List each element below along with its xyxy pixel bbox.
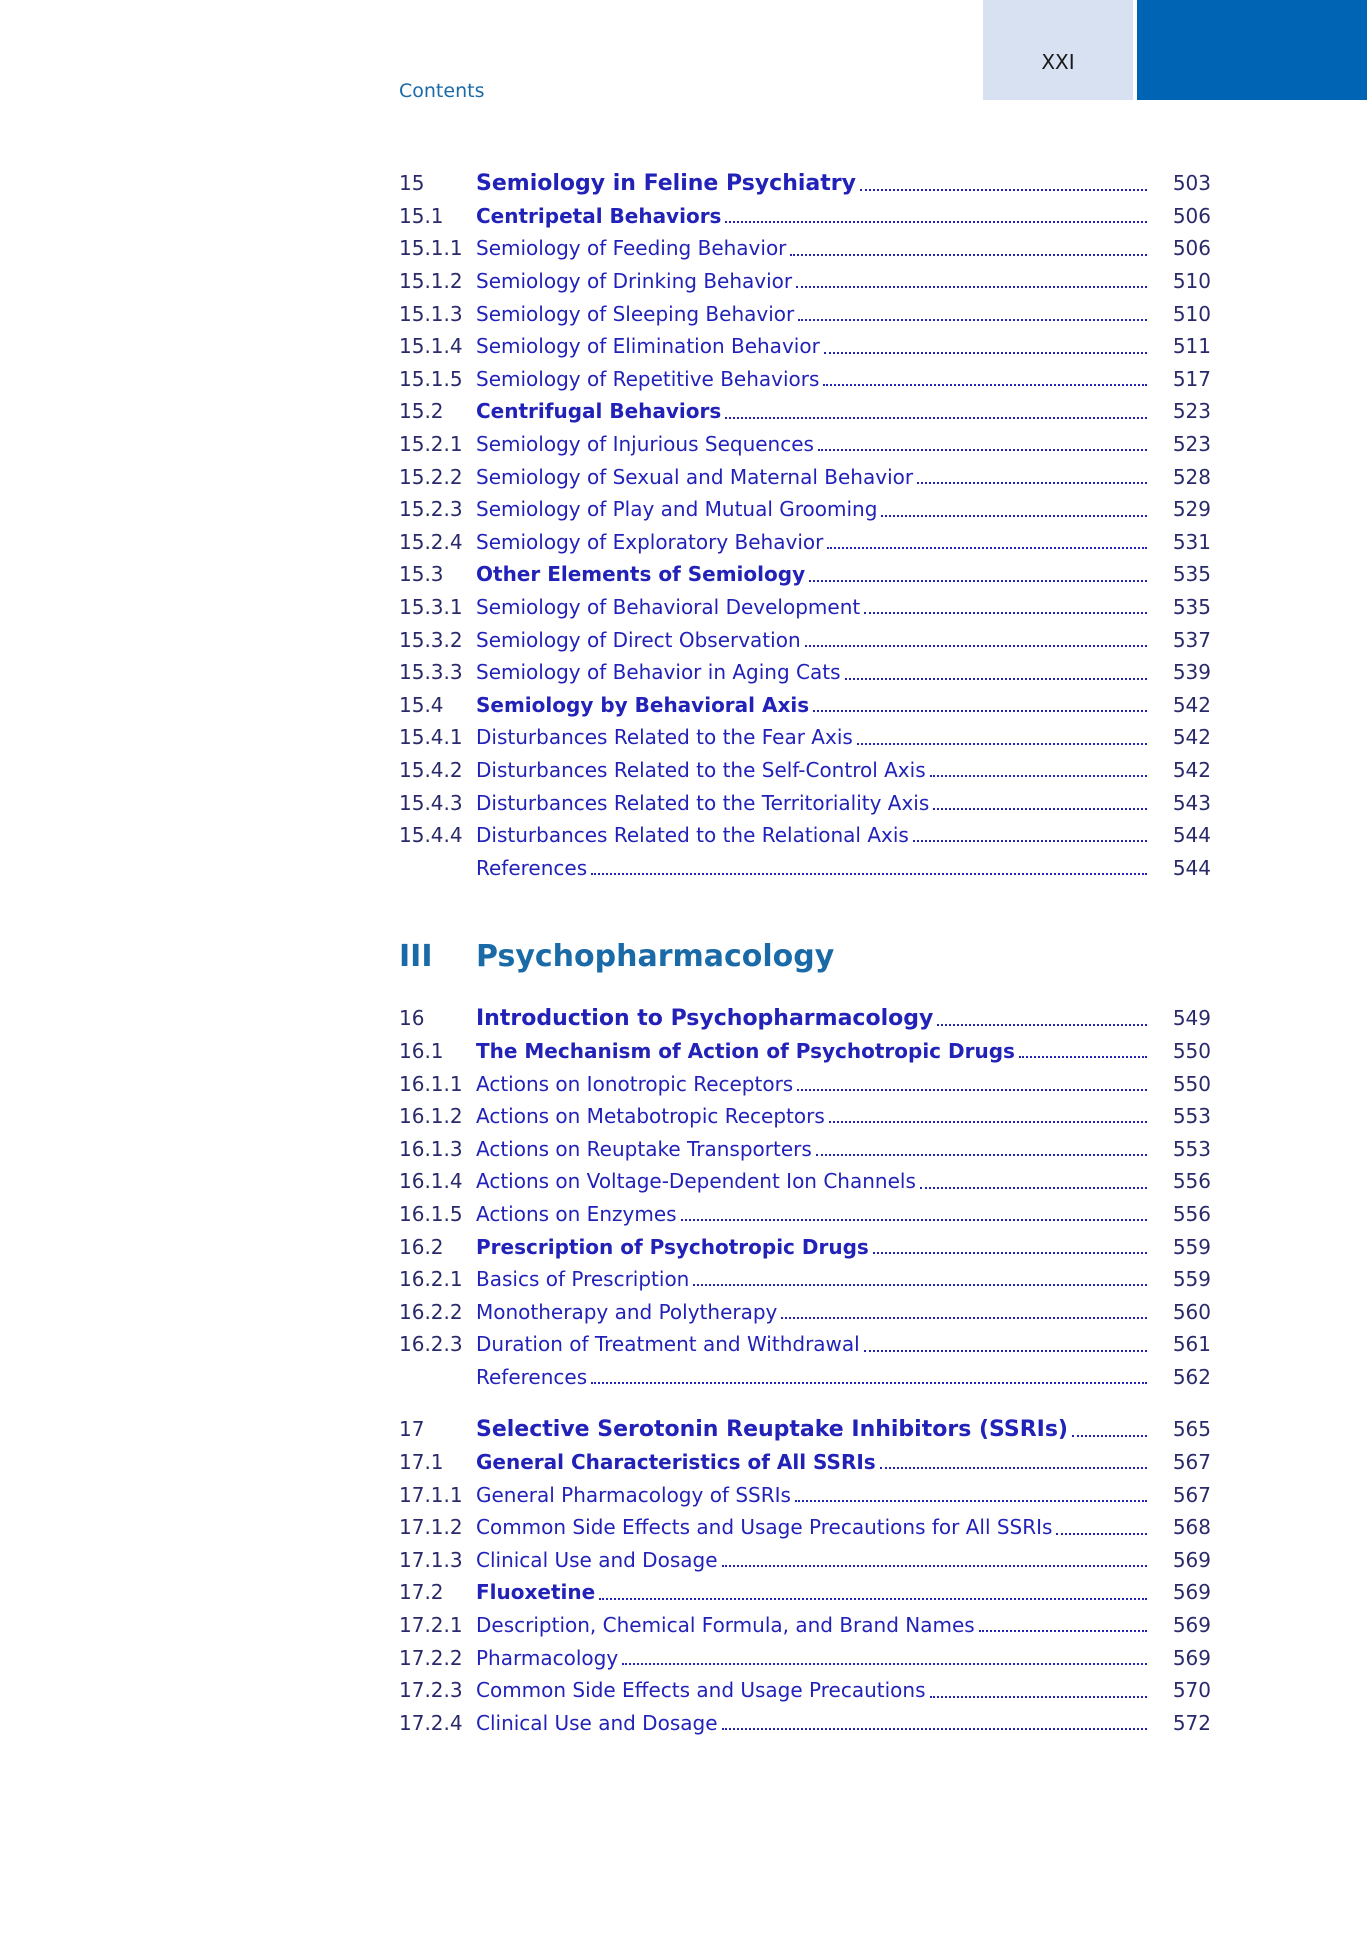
toc-entry-number: 15.1.3 <box>399 301 463 326</box>
toc-entry-title[interactable]: Clinical Use and Dosage <box>476 1710 718 1735</box>
chapter-16-group <box>399 1002 1211 1393</box>
toc-entry-page[interactable]: 511 <box>1172 334 1211 359</box>
dot-leader <box>722 1727 1148 1730</box>
toc-entry-title[interactable]: Semiology of Elimination Behavior <box>476 334 820 359</box>
toc-entry-page[interactable]: 560 <box>1172 1299 1211 1324</box>
dot-leader <box>920 1186 1147 1189</box>
toc-entry-number: 15.1.2 <box>399 269 463 294</box>
toc-entry-title[interactable]: Semiology of Behavior in Aging Cats <box>476 660 841 685</box>
dot-leader <box>591 872 1147 875</box>
dot-leader <box>979 1629 1147 1632</box>
toc-entry-title[interactable]: Fluoxetine <box>476 1580 596 1605</box>
toc-entry-title[interactable]: Prescription of Psychotropic Drugs <box>476 1234 869 1259</box>
toc-entry-page[interactable]: 569 <box>1172 1645 1211 1670</box>
toc-entry-page[interactable]: 556 <box>1172 1169 1211 1194</box>
toc-entry[interactable] <box>399 1413 1211 1446</box>
toc-entry-page[interactable]: 553 <box>1172 1104 1211 1129</box>
dot-leader <box>857 742 1147 745</box>
toc-entry[interactable] <box>399 460 1211 493</box>
toc-entry-page[interactable]: 570 <box>1172 1678 1211 1703</box>
toc-entry-number: 17.2.1 <box>399 1613 463 1638</box>
toc-entry-page[interactable]: 506 <box>1172 236 1211 261</box>
toc-entry[interactable] <box>399 1230 1211 1263</box>
toc-entry[interactable] <box>399 1641 1211 1674</box>
toc-entry-title[interactable]: Semiology of Behavioral Development <box>476 595 861 620</box>
dot-leader <box>937 1023 1147 1026</box>
toc-entry-title[interactable]: Actions on Enzymes <box>476 1201 677 1226</box>
toc-entry-page[interactable]: 506 <box>1172 203 1211 228</box>
toc-entry[interactable] <box>399 558 1211 591</box>
dot-leader <box>795 1499 1147 1502</box>
page-number-box <box>983 0 1133 100</box>
toc-entry-number: 15.4 <box>399 692 444 717</box>
toc-entry-number: 16 <box>399 1006 425 1031</box>
toc-entry[interactable] <box>399 1198 1211 1231</box>
toc-entry-page[interactable]: 550 <box>1172 1038 1211 1063</box>
toc-entry-page[interactable]: 535 <box>1172 595 1211 620</box>
dot-leader <box>622 1662 1147 1665</box>
toc-entry-number: 16.2.3 <box>399 1332 463 1357</box>
toc-entry-page[interactable]: 561 <box>1172 1332 1211 1357</box>
toc-entry-page[interactable]: 567 <box>1172 1450 1211 1475</box>
toc-entry-number: 15.1.4 <box>399 334 463 359</box>
toc-entry-title[interactable]: Semiology by Behavioral Axis <box>476 692 810 717</box>
toc-entry-number: 16.1.4 <box>399 1169 463 1194</box>
toc-entry[interactable] <box>399 1446 1211 1479</box>
toc-entry-number: 16.2.2 <box>399 1299 463 1324</box>
toc-entry-page[interactable]: 572 <box>1172 1710 1211 1735</box>
toc-entry-page[interactable]: 537 <box>1172 627 1211 652</box>
dot-leader <box>816 1153 1147 1156</box>
dot-leader <box>599 1597 1147 1600</box>
toc-entry[interactable] <box>399 330 1211 363</box>
toc-entry[interactable] <box>399 363 1211 396</box>
dot-leader <box>823 383 1147 386</box>
toc-entry-title[interactable]: Disturbances Related to the Self-Control Axis <box>476 757 926 782</box>
toc-entry-page[interactable]: 549 <box>1172 1006 1211 1031</box>
toc-entry[interactable] <box>399 1328 1211 1361</box>
toc-entry-title[interactable]: Pharmacology <box>476 1645 619 1670</box>
toc-entry-title[interactable]: Semiology of Sexual and Maternal Behavior <box>476 464 914 489</box>
corner-color-block <box>1137 0 1367 100</box>
toc-entry[interactable] <box>399 232 1211 265</box>
dot-leader <box>933 807 1147 810</box>
toc-entry-page[interactable]: 568 <box>1172 1515 1211 1540</box>
toc-entry-number: 15.3.1 <box>399 595 463 620</box>
running-head: Contents <box>399 80 485 102</box>
toc-entry[interactable] <box>399 1511 1211 1544</box>
toc-entry-page[interactable]: 543 <box>1172 790 1211 815</box>
toc-entry-page[interactable]: 535 <box>1172 562 1211 587</box>
toc-entry-page[interactable]: 510 <box>1172 301 1211 326</box>
toc-entry-number: 17.1 <box>399 1450 444 1475</box>
dot-leader <box>725 416 1147 419</box>
dot-leader <box>881 514 1147 517</box>
toc-entry-page[interactable]: 523 <box>1172 399 1211 424</box>
dot-leader <box>796 285 1147 288</box>
toc-entry-title[interactable]: Introduction to Psychopharmacology <box>476 1005 934 1031</box>
toc-entry-number: 15 <box>399 171 425 196</box>
dot-leader <box>797 1088 1147 1091</box>
toc-entry-number: 17.2.2 <box>399 1645 463 1670</box>
dot-leader <box>798 318 1147 321</box>
toc-entry-number: 15.4.2 <box>399 757 463 782</box>
toc-entry[interactable] <box>399 1544 1211 1577</box>
toc-entry-title[interactable]: Disturbances Related to the Fear Axis <box>476 725 853 750</box>
dot-leader <box>693 1283 1147 1286</box>
dot-leader <box>1072 1434 1147 1437</box>
dot-leader <box>818 448 1147 451</box>
dot-leader <box>722 1564 1148 1567</box>
toc-entry-title[interactable]: The Mechanism of Action of Psychotropic Drugs <box>476 1038 1015 1063</box>
toc-entry-number: 17.2.4 <box>399 1710 463 1735</box>
toc-entry[interactable] <box>399 1067 1211 1100</box>
toc-entry[interactable] <box>399 1295 1211 1328</box>
toc-entry-title[interactable]: Centripetal Behaviors <box>476 203 722 228</box>
toc-entry-title[interactable]: Other Elements of Semiology <box>476 562 806 587</box>
toc-entry[interactable] <box>399 167 1211 200</box>
chapter-17-group <box>399 1413 1211 1739</box>
dot-leader <box>725 220 1147 223</box>
toc-entry-page[interactable]: 562 <box>1172 1364 1211 1389</box>
toc-entry[interactable] <box>399 1707 1211 1740</box>
toc-entry-number: 15.1.1 <box>399 236 463 261</box>
toc-entry-page[interactable]: 542 <box>1172 757 1211 782</box>
toc-entry-page[interactable]: 542 <box>1172 725 1211 750</box>
toc-entry-page[interactable]: 553 <box>1172 1136 1211 1161</box>
toc-entry-title[interactable]: Semiology of Feeding Behavior <box>476 236 787 261</box>
toc-entry-title[interactable]: Semiology in Feline Psychiatry <box>476 170 856 196</box>
dot-leader <box>880 1466 1147 1469</box>
toc-entry-page[interactable]: 531 <box>1172 529 1211 554</box>
toc-entry-title[interactable]: Semiology of Injurious Sequences <box>476 432 814 457</box>
dot-leader <box>917 481 1147 484</box>
toc-entry[interactable] <box>399 1576 1211 1609</box>
toc-entry-title[interactable]: Semiology of Direct Observation <box>476 627 801 652</box>
toc-entry[interactable] <box>399 1609 1211 1642</box>
toc-entry-title[interactable]: Actions on Voltage-Dependent Ion Channels <box>476 1169 916 1194</box>
page-number: XXI <box>1041 50 1075 74</box>
dot-leader <box>873 1251 1147 1254</box>
toc-entry-number: 17 <box>399 1417 425 1442</box>
toc-entry-title[interactable]: Selective Serotonin Reuptake Inhibitors (SSRIs) <box>476 1416 1068 1442</box>
toc-entry-number: 15.2.3 <box>399 497 463 522</box>
toc-entry[interactable] <box>399 200 1211 233</box>
toc-entry[interactable] <box>399 786 1211 819</box>
toc-entry-page[interactable]: 559 <box>1172 1234 1211 1259</box>
dot-leader <box>913 839 1147 842</box>
dot-leader <box>809 579 1147 582</box>
toc-entry-page[interactable]: 529 <box>1172 497 1211 522</box>
toc-entry-title[interactable]: General Pharmacology of SSRIs <box>476 1482 791 1507</box>
toc-entry-number: 16.1 <box>399 1038 444 1063</box>
toc-entry-page[interactable]: 559 <box>1172 1267 1211 1292</box>
toc-entry-number: 17.2 <box>399 1580 444 1605</box>
toc-entry-number: 15.4.4 <box>399 823 463 848</box>
toc-entry[interactable] <box>399 1361 1211 1394</box>
toc-entry[interactable] <box>399 851 1211 884</box>
toc-entry-title[interactable]: Disturbances Related to the Relational Axis <box>476 823 909 848</box>
toc-entry-page[interactable]: 569 <box>1172 1580 1211 1605</box>
dot-leader <box>860 188 1147 191</box>
toc-entry-page[interactable]: 565 <box>1172 1417 1211 1442</box>
dot-leader <box>930 1695 1148 1698</box>
toc-entry-number: 16.2.1 <box>399 1267 463 1292</box>
toc-entry-number: 16.2 <box>399 1234 444 1259</box>
dot-leader <box>864 1349 1147 1352</box>
toc-entry-page[interactable]: 567 <box>1172 1482 1211 1507</box>
toc-entry[interactable] <box>399 395 1211 428</box>
dot-leader <box>824 351 1147 354</box>
dot-leader <box>1019 1055 1147 1058</box>
dot-leader <box>681 1218 1147 1221</box>
toc-entry-title[interactable]: Actions on Metabotropic Receptors <box>476 1104 825 1129</box>
part-title: Psychopharmacology <box>476 938 835 974</box>
toc-entry-page[interactable]: 544 <box>1172 823 1211 848</box>
toc-entry-number: 16.1.2 <box>399 1104 463 1129</box>
toc-entry[interactable] <box>399 1263 1211 1296</box>
toc-entry[interactable] <box>399 297 1211 330</box>
toc-entry-title[interactable]: Actions on Ionotropic Receptors <box>476 1071 794 1096</box>
toc-entry[interactable] <box>399 1478 1211 1511</box>
toc-entry-title[interactable]: Disturbances Related to the Territoriality Axis <box>476 790 930 815</box>
toc-entry-page[interactable]: 517 <box>1172 366 1211 391</box>
toc-entry-title[interactable]: Clinical Use and Dosage <box>476 1547 718 1572</box>
toc-entry[interactable] <box>399 1674 1211 1707</box>
toc-entry[interactable] <box>399 689 1211 722</box>
dot-leader <box>864 611 1147 614</box>
toc-entry-number: 15.4.1 <box>399 725 463 750</box>
toc-entry-page[interactable]: 510 <box>1172 269 1211 294</box>
toc-entry-page[interactable]: 539 <box>1172 660 1211 685</box>
toc-entry-page[interactable]: 556 <box>1172 1201 1211 1226</box>
dot-leader <box>781 1316 1147 1319</box>
toc-entry-title[interactable]: Semiology of Play and Mutual Grooming <box>476 497 878 522</box>
toc-entry-title[interactable]: Basics of Prescription <box>476 1267 690 1292</box>
toc-entry-title[interactable]: Semiology of Repetitive Behaviors <box>476 366 820 391</box>
toc-entry-page[interactable]: 544 <box>1172 855 1211 880</box>
toc-entry[interactable] <box>399 1100 1211 1133</box>
toc-entry-title[interactable]: References <box>476 1364 588 1389</box>
toc-entry-page[interactable]: 569 <box>1172 1547 1211 1572</box>
dot-leader <box>813 709 1147 712</box>
toc-entry[interactable] <box>399 428 1211 461</box>
toc-entry-number: 17.1.2 <box>399 1515 463 1540</box>
toc-entry-number: 16.1.3 <box>399 1136 463 1161</box>
toc-entry-number: 17.1.3 <box>399 1547 463 1572</box>
toc-entry-title[interactable]: References <box>476 855 588 880</box>
toc-entry-title[interactable]: Actions on Reuptake Transporters <box>476 1136 812 1161</box>
toc-entry-title[interactable]: Common Side Effects and Usage Precautions for All SSRIs <box>476 1515 1053 1540</box>
toc-entry-title[interactable]: Semiology of Drinking Behavior <box>476 269 793 294</box>
toc-entry-number: 15.2.1 <box>399 432 463 457</box>
toc-entry-number: 15.2.4 <box>399 529 463 554</box>
toc-entry-title[interactable]: Common Side Effects and Usage Precautions <box>476 1678 926 1703</box>
toc-entry[interactable] <box>399 819 1211 852</box>
dot-leader <box>845 677 1148 680</box>
dot-leader <box>805 644 1147 647</box>
dot-leader <box>829 1120 1147 1123</box>
toc-entry[interactable] <box>399 656 1211 689</box>
toc-entry-title[interactable]: Semiology of Sleeping Behavior <box>476 301 795 326</box>
toc-entry-number: 15.1.5 <box>399 366 463 391</box>
toc-entry[interactable] <box>399 1132 1211 1165</box>
toc-entry[interactable] <box>399 754 1211 787</box>
toc-entry-title[interactable]: Description, Chemical Formula, and Brand Names <box>476 1613 975 1638</box>
toc-entry[interactable] <box>399 265 1211 298</box>
toc-entry-page[interactable]: 550 <box>1172 1071 1211 1096</box>
dot-leader <box>930 774 1147 777</box>
toc-entry-title[interactable]: Monotherapy and Polytherapy <box>476 1299 778 1324</box>
toc-entry-title[interactable]: General Characteristics of All SSRIs <box>476 1450 876 1475</box>
dot-leader <box>591 1381 1147 1384</box>
toc-entry-number: 15.2.2 <box>399 464 463 489</box>
part-number: III <box>399 938 433 974</box>
toc-entry-number: 15.1 <box>399 203 444 228</box>
toc-entry[interactable] <box>399 493 1211 526</box>
toc-entry[interactable] <box>399 1002 1211 1035</box>
toc-entry[interactable] <box>399 721 1211 754</box>
toc-entry-page[interactable]: 569 <box>1172 1613 1211 1638</box>
toc-entry-page[interactable]: 542 <box>1172 692 1211 717</box>
toc-entry-number: 17.1.1 <box>399 1482 463 1507</box>
dot-leader <box>790 253 1147 256</box>
toc-entry[interactable] <box>399 591 1211 624</box>
part-heading <box>399 926 1211 986</box>
toc-entry[interactable] <box>399 526 1211 559</box>
toc-entry-page[interactable]: 503 <box>1172 171 1211 196</box>
toc-entry-number: 15.3.3 <box>399 660 463 685</box>
toc-entry-title[interactable]: Semiology of Exploratory Behavior <box>476 529 824 554</box>
toc-entry-number: 15.2 <box>399 399 444 424</box>
dot-leader <box>827 546 1147 549</box>
toc-entry[interactable] <box>399 1165 1211 1198</box>
toc-entry-number: 16.1.1 <box>399 1071 463 1096</box>
toc-entry-number: 15.3 <box>399 562 444 587</box>
toc-entry-title[interactable]: Duration of Treatment and Withdrawal <box>476 1332 860 1357</box>
toc-entry-number: 16.1.5 <box>399 1201 463 1226</box>
toc-entry-number: 15.3.2 <box>399 627 463 652</box>
toc-entry-number: 17.2.3 <box>399 1678 463 1703</box>
toc-entry[interactable] <box>399 623 1211 656</box>
toc-entry-title[interactable]: Centrifugal Behaviors <box>476 399 722 424</box>
toc-entry-page[interactable]: 528 <box>1172 464 1211 489</box>
chapter-15-group <box>399 167 1211 884</box>
table-of-contents <box>399 167 1211 1739</box>
toc-entry[interactable] <box>399 1035 1211 1068</box>
toc-entry-number: 15.4.3 <box>399 790 463 815</box>
toc-entry-page[interactable]: 523 <box>1172 432 1211 457</box>
dot-leader <box>1056 1532 1147 1535</box>
